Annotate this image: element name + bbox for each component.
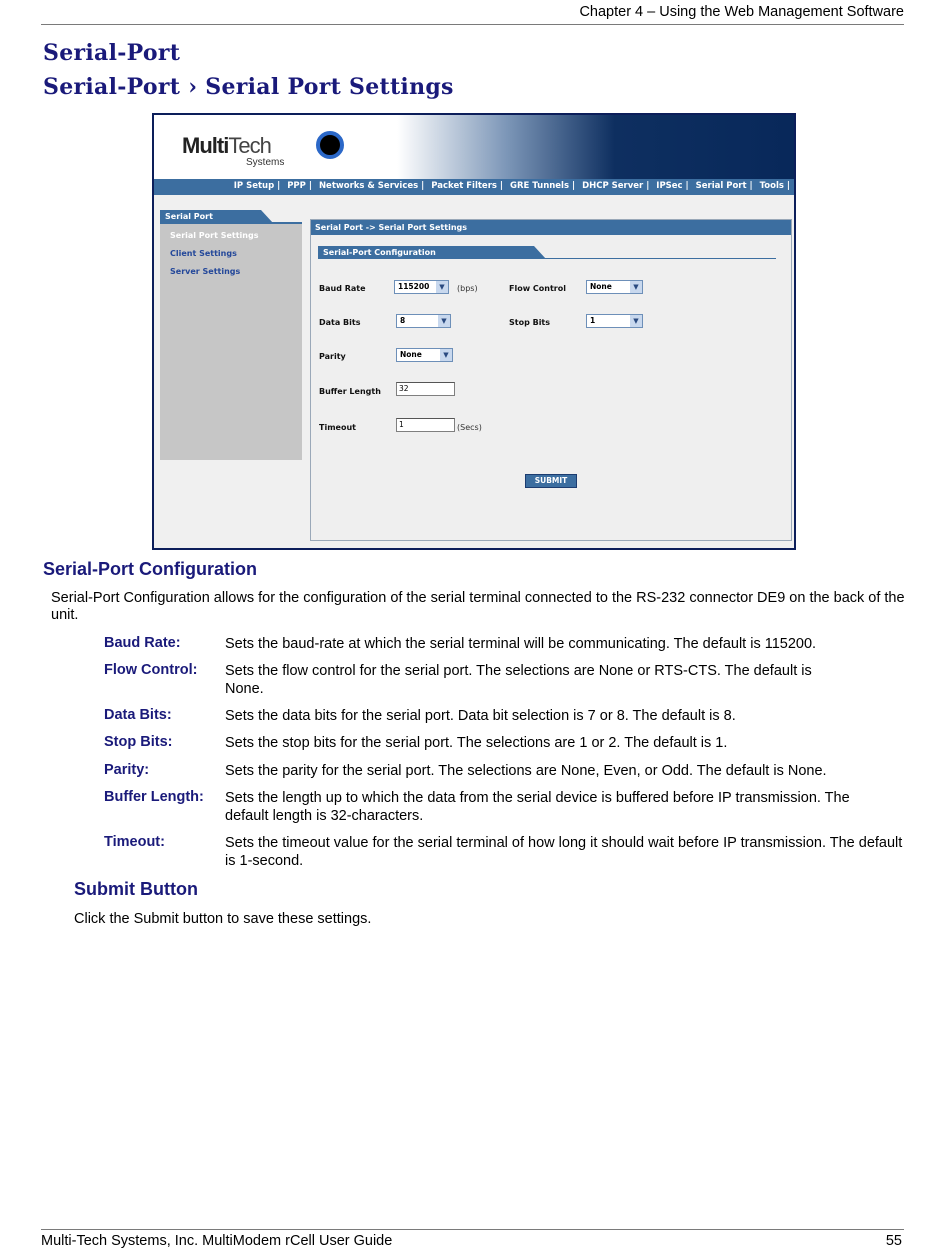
data-bits-label: Data Bits xyxy=(319,318,361,327)
baud-rate-label: Baud Rate xyxy=(319,284,366,293)
page-footer xyxy=(41,1229,904,1249)
sidebar xyxy=(160,224,302,460)
stop-bits-value: 1 xyxy=(590,316,596,325)
timeout-input[interactable]: 1 xyxy=(396,418,455,432)
chevron-down-icon: ▼ xyxy=(438,315,450,327)
parity-label: Parity xyxy=(319,352,346,361)
nav-dhcp-server[interactable]: DHCP Server | xyxy=(582,181,650,191)
sidebar-item-serial-port-settings[interactable]: Serial Port Settings xyxy=(170,231,259,240)
term-baud-rate: Baud Rate: xyxy=(104,635,181,651)
submit-button[interactable]: SUBMIT xyxy=(525,474,577,488)
term-stop-bits: Stop Bits: xyxy=(104,734,173,750)
logo-tech-text: Tech xyxy=(228,133,271,158)
page-subtitle: Serial-Port › Serial Port Settings xyxy=(43,74,454,100)
breadcrumb: Serial Port -> Serial Port Settings xyxy=(311,220,791,235)
page-header xyxy=(41,4,904,25)
parity-value: None xyxy=(400,350,422,359)
buffer-length-label: Buffer Length xyxy=(319,387,381,396)
data-bits-value: 8 xyxy=(400,316,406,325)
flow-control-select[interactable] xyxy=(586,280,643,294)
baud-rate-value: 115200 xyxy=(398,282,430,291)
data-bits-select[interactable] xyxy=(396,314,451,328)
nav-ipsec[interactable]: IPSec | xyxy=(656,181,689,191)
term-timeout: Timeout: xyxy=(104,834,165,850)
chevron-down-icon: ▼ xyxy=(630,281,642,293)
def-data-bits: Sets the data bits for the serial port. Data bit selection is 7 or 8. The default is 8. xyxy=(225,708,736,724)
def-flow-control: Sets the flow control for the serial port. The selections are None or RTS-CTS. The default is None. xyxy=(225,663,812,697)
nav-serial-port[interactable]: Serial Port | xyxy=(695,181,753,191)
def-timeout: Sets the timeout value for the serial terminal of how long it should wait before IP transmission. The default is 1-second. xyxy=(225,835,903,869)
nav-networks-services[interactable]: Networks & Services | xyxy=(318,181,425,191)
multitech-logo xyxy=(182,133,285,168)
section-divider xyxy=(318,258,776,259)
section-intro: Serial-Port Configuration allows for the configuration of the serial terminal connected to the RS-232 connector DE9 on the back of the unit. xyxy=(51,590,905,623)
submit-heading: Submit Button xyxy=(74,879,198,899)
logo-multi-text: Multi xyxy=(182,133,229,158)
nav-gre-tunnels[interactable]: GRE Tunnels | xyxy=(509,181,576,191)
baud-rate-select[interactable] xyxy=(394,280,449,294)
chevron-down-icon: ▼ xyxy=(630,315,642,327)
stop-bits-select[interactable] xyxy=(586,314,643,328)
section-heading: Serial-Port Configuration xyxy=(43,559,258,579)
flow-control-label: Flow Control xyxy=(509,284,566,293)
term-buffer-length: Buffer Length: xyxy=(104,789,204,805)
page-number: 55 xyxy=(885,1233,902,1249)
term-parity: Parity: xyxy=(104,762,150,778)
parity-select[interactable] xyxy=(396,348,453,362)
nav-ip-setup[interactable]: IP Setup | xyxy=(233,181,281,191)
nav-packet-filters[interactable]: Packet Filters | xyxy=(431,181,504,191)
sidebar-item-client-settings[interactable]: Client Settings xyxy=(170,249,237,258)
banner xyxy=(154,115,794,179)
logo-ring-icon xyxy=(316,131,344,159)
section-tab: Serial-Port Configuration xyxy=(318,246,534,259)
def-parity: Sets the parity for the serial port. The selections are None, Even, or Odd. The default is None. xyxy=(225,763,827,779)
web-ui-screenshot xyxy=(152,113,796,550)
stop-bits-label: Stop Bits xyxy=(509,318,551,327)
def-baud-rate: Sets the baud-rate at which the serial terminal will be communicating. The default is 115200. xyxy=(225,636,817,652)
footer-title: Multi-Tech Systems, Inc. MultiModem rCell User Guide xyxy=(41,1233,393,1249)
buffer-length-input[interactable]: 32 xyxy=(396,382,455,396)
def-buffer-length: Sets the length up to which the data from the serial device is buffered before IP transmission. The default length is 32-characters. xyxy=(225,790,850,824)
top-nav xyxy=(154,179,794,195)
settings-panel xyxy=(310,219,792,541)
page-title: Serial-Port xyxy=(43,40,181,66)
flow-control-value: None xyxy=(590,282,612,291)
term-data-bits: Data Bits: xyxy=(104,707,172,723)
submit-description: Click the Submit button to save these settings. xyxy=(74,911,372,927)
baud-rate-unit: (bps) xyxy=(457,284,478,293)
logo-systems-text: Systems xyxy=(246,157,285,168)
term-flow-control: Flow Control: xyxy=(104,662,198,678)
chevron-down-icon: ▼ xyxy=(440,349,452,361)
timeout-label: Timeout xyxy=(319,423,356,432)
sidebar-tab: Serial Port xyxy=(160,210,261,223)
sidebar-item-server-settings[interactable]: Server Settings xyxy=(170,267,241,276)
def-stop-bits: Sets the stop bits for the serial port. The selections are 1 or 2. The default is 1. xyxy=(225,735,728,751)
nav-tools[interactable]: Tools | xyxy=(759,181,790,191)
nav-ppp[interactable]: PPP | xyxy=(287,181,312,191)
timeout-unit: (Secs) xyxy=(457,423,482,432)
chevron-down-icon: ▼ xyxy=(436,281,448,293)
chapter-title: Chapter 4 – Using the Web Management Software xyxy=(579,4,904,20)
